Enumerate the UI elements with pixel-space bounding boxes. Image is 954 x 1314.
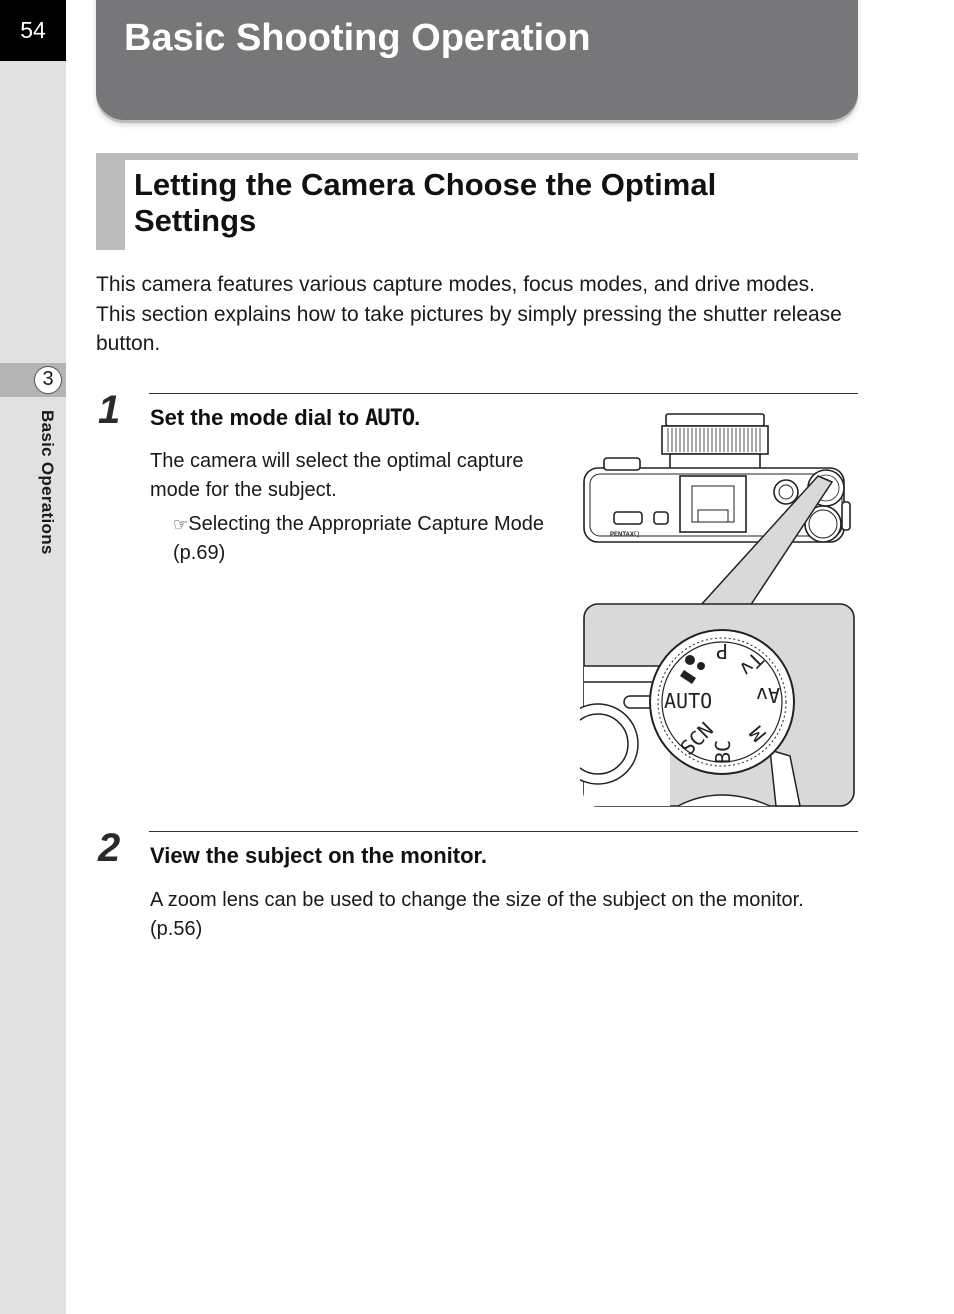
dial-label-tv: Tv: [734, 647, 769, 682]
step-2-body: A zoom lens can be used to change the size of the subject on the monitor. (p.56): [150, 889, 804, 940]
side-strip: [0, 0, 66, 1314]
camera-brand-label: PENTAX: [610, 532, 634, 538]
step-1-body: The camera will select the optimal capture mode for the subject.: [150, 450, 524, 501]
camera-model-label: Q: [634, 530, 640, 538]
auto-mode-glyph: AUTO: [365, 406, 415, 431]
dial-label-m: M: [744, 721, 771, 747]
intro-paragraph: This camera features various capture modes, focus modes, and drive modes. This section explains how to take pictures by simply pressing the shutter release button.: [96, 273, 842, 355]
dial-label-scn: SCN: [675, 717, 719, 760]
section-title: Letting the Camera Choose the Optimal Settings: [134, 167, 717, 238]
section-bar-top: [96, 153, 858, 160]
dial-label-av: Av: [755, 683, 780, 707]
step-1-rule: [149, 393, 858, 394]
reference-pointer-icon: ☞: [173, 515, 189, 534]
dial-label-auto: AUTO: [664, 689, 713, 713]
step-1-title-text: Set the mode dial to: [150, 405, 366, 430]
camera-mode-dial-figure: [580, 410, 856, 810]
step-2-number: 2: [98, 826, 121, 870]
step-1-reference: [173, 510, 553, 568]
chapter-label: Basic Operations: [38, 410, 57, 555]
page-number: 54: [0, 0, 66, 61]
step-2-title: View the subject on the monitor.: [150, 843, 487, 868]
camera-top-view: [584, 414, 850, 542]
step-1-title-suffix: .: [414, 405, 421, 430]
chapter-number: 3: [34, 366, 62, 394]
step-2-rule: [149, 831, 858, 832]
page-title: Basic Shooting Operation: [124, 17, 591, 59]
step-1-title: [150, 405, 420, 431]
section-bar-left: [96, 153, 125, 250]
dial-label-p: P: [715, 639, 728, 663]
dial-label-bc: BC: [711, 739, 735, 764]
section-header: [96, 153, 858, 250]
reference-link[interactable]: Selecting the Appropriate Capture Mode (p.69): [173, 513, 545, 564]
step-1-number: 1: [98, 388, 121, 432]
